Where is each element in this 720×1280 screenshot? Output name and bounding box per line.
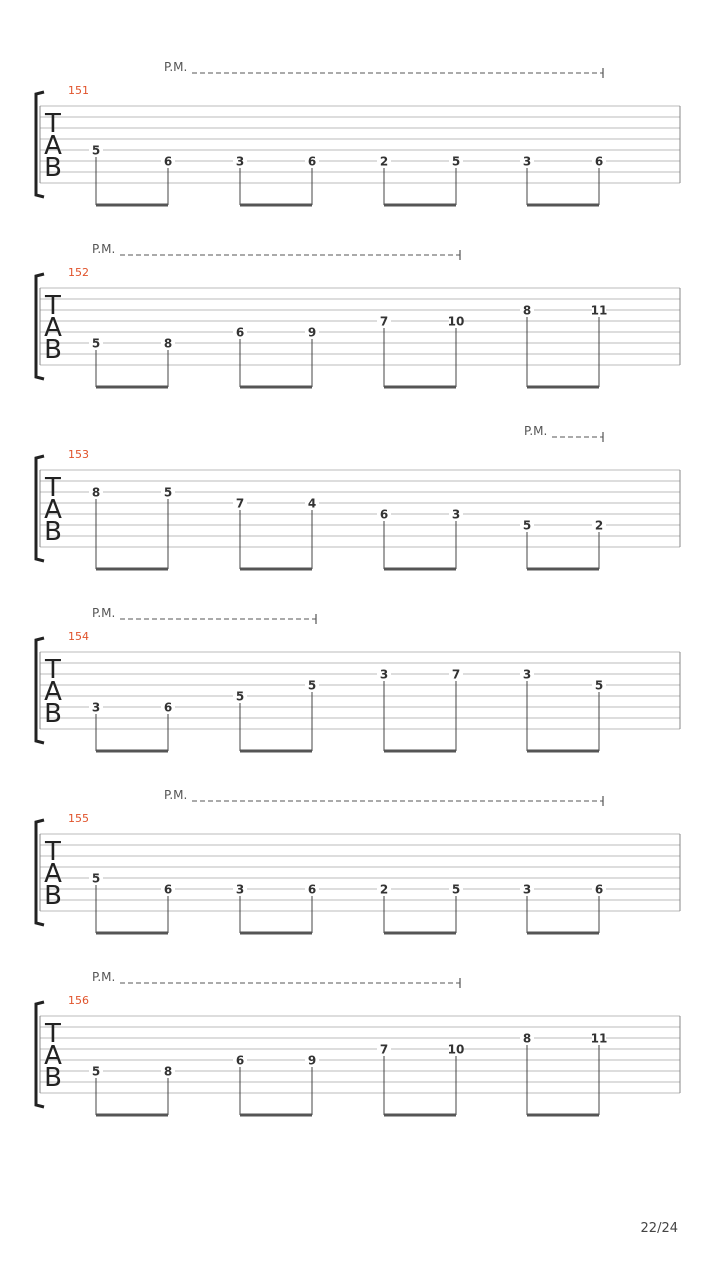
tab-clef-letter: A [44, 859, 62, 889]
palm-mute-label: P.M. [164, 788, 188, 802]
tab-clef-letter: A [44, 131, 62, 161]
tab-clef-letter: A [44, 1041, 62, 1071]
fret-number: 8 [163, 1064, 173, 1079]
fret-number: 2 [379, 154, 389, 169]
measure-number: 156 [68, 994, 89, 1007]
fret-number: 5 [307, 678, 317, 693]
fret-number: 11 [590, 1031, 608, 1046]
fret-number: 3 [522, 882, 532, 897]
palm-mute-label: P.M. [92, 242, 116, 256]
tab-clef-letter: T [45, 655, 61, 685]
tab-clef-letter: B [44, 1063, 62, 1093]
fret-number: 5 [235, 689, 245, 704]
palm-mute-label: P.M. [164, 60, 188, 74]
fret-number: 2 [379, 882, 389, 897]
fret-number: 3 [235, 882, 245, 897]
measure-number: 151 [68, 84, 89, 97]
measure-number: 153 [68, 448, 89, 461]
fret-number: 8 [91, 485, 101, 500]
fret-number: 9 [307, 1053, 317, 1068]
fret-number: 5 [522, 518, 532, 533]
tab-clef-letter: B [44, 881, 62, 911]
fret-number: 5 [594, 678, 604, 693]
fret-number: 7 [379, 314, 389, 329]
palm-mute-label: P.M. [92, 970, 116, 984]
fret-number: 5 [91, 143, 101, 158]
tab-clef-letter: A [44, 495, 62, 525]
fret-number: 9 [307, 325, 317, 340]
fret-number: 6 [307, 882, 317, 897]
fret-number: 6 [235, 325, 245, 340]
fret-number: 6 [163, 882, 173, 897]
fret-number: 8 [163, 336, 173, 351]
tab-clef-letter: T [45, 291, 61, 321]
tab-clef-letter: A [44, 677, 62, 707]
fret-number: 10 [447, 314, 465, 329]
fret-number: 3 [235, 154, 245, 169]
measure-number: 154 [68, 630, 89, 643]
fret-number: 8 [522, 1031, 532, 1046]
fret-number: 3 [91, 700, 101, 715]
palm-mute-label: P.M. [524, 424, 548, 438]
fret-number: 4 [307, 496, 317, 511]
fret-number: 6 [235, 1053, 245, 1068]
tab-clef-letter: B [44, 699, 62, 729]
fret-number: 6 [594, 882, 604, 897]
page-number: 22/24 [640, 1221, 678, 1236]
measure-number: 155 [68, 812, 89, 825]
fret-number: 3 [379, 667, 389, 682]
tab-system [36, 424, 680, 569]
measure-number: 152 [68, 266, 89, 279]
fret-number: 8 [522, 303, 532, 318]
fret-number: 2 [594, 518, 604, 533]
tab-system [36, 60, 680, 205]
tab-clef-letter: A [44, 313, 62, 343]
fret-number: 5 [91, 1064, 101, 1079]
fret-number: 5 [451, 882, 461, 897]
fret-number: 6 [163, 700, 173, 715]
fret-number: 5 [163, 485, 173, 500]
fret-number: 6 [163, 154, 173, 169]
tab-clef-letter: B [44, 335, 62, 365]
tab-system [36, 606, 680, 751]
fret-number: 3 [522, 667, 532, 682]
fret-number: 11 [590, 303, 608, 318]
fret-number: 5 [91, 336, 101, 351]
palm-mute-label: P.M. [92, 606, 116, 620]
tab-system [36, 970, 680, 1115]
tab-clef-letter: B [44, 517, 62, 547]
tab-clef-letter: T [45, 837, 61, 867]
fret-number: 6 [379, 507, 389, 522]
fret-number: 7 [379, 1042, 389, 1057]
fret-number: 5 [451, 154, 461, 169]
tab-system [36, 242, 680, 387]
tab-clef-letter: T [45, 1019, 61, 1049]
tab-clef-letter: B [44, 153, 62, 183]
fret-number: 3 [451, 507, 461, 522]
fret-number: 6 [307, 154, 317, 169]
tab-clef-letter: T [45, 473, 61, 503]
tab-clef-letter: T [45, 109, 61, 139]
fret-number: 5 [91, 871, 101, 886]
tab-system [36, 788, 680, 933]
fret-number: 10 [447, 1042, 465, 1057]
fret-number: 3 [522, 154, 532, 169]
fret-number: 7 [451, 667, 461, 682]
fret-number: 7 [235, 496, 245, 511]
fret-number: 6 [594, 154, 604, 169]
